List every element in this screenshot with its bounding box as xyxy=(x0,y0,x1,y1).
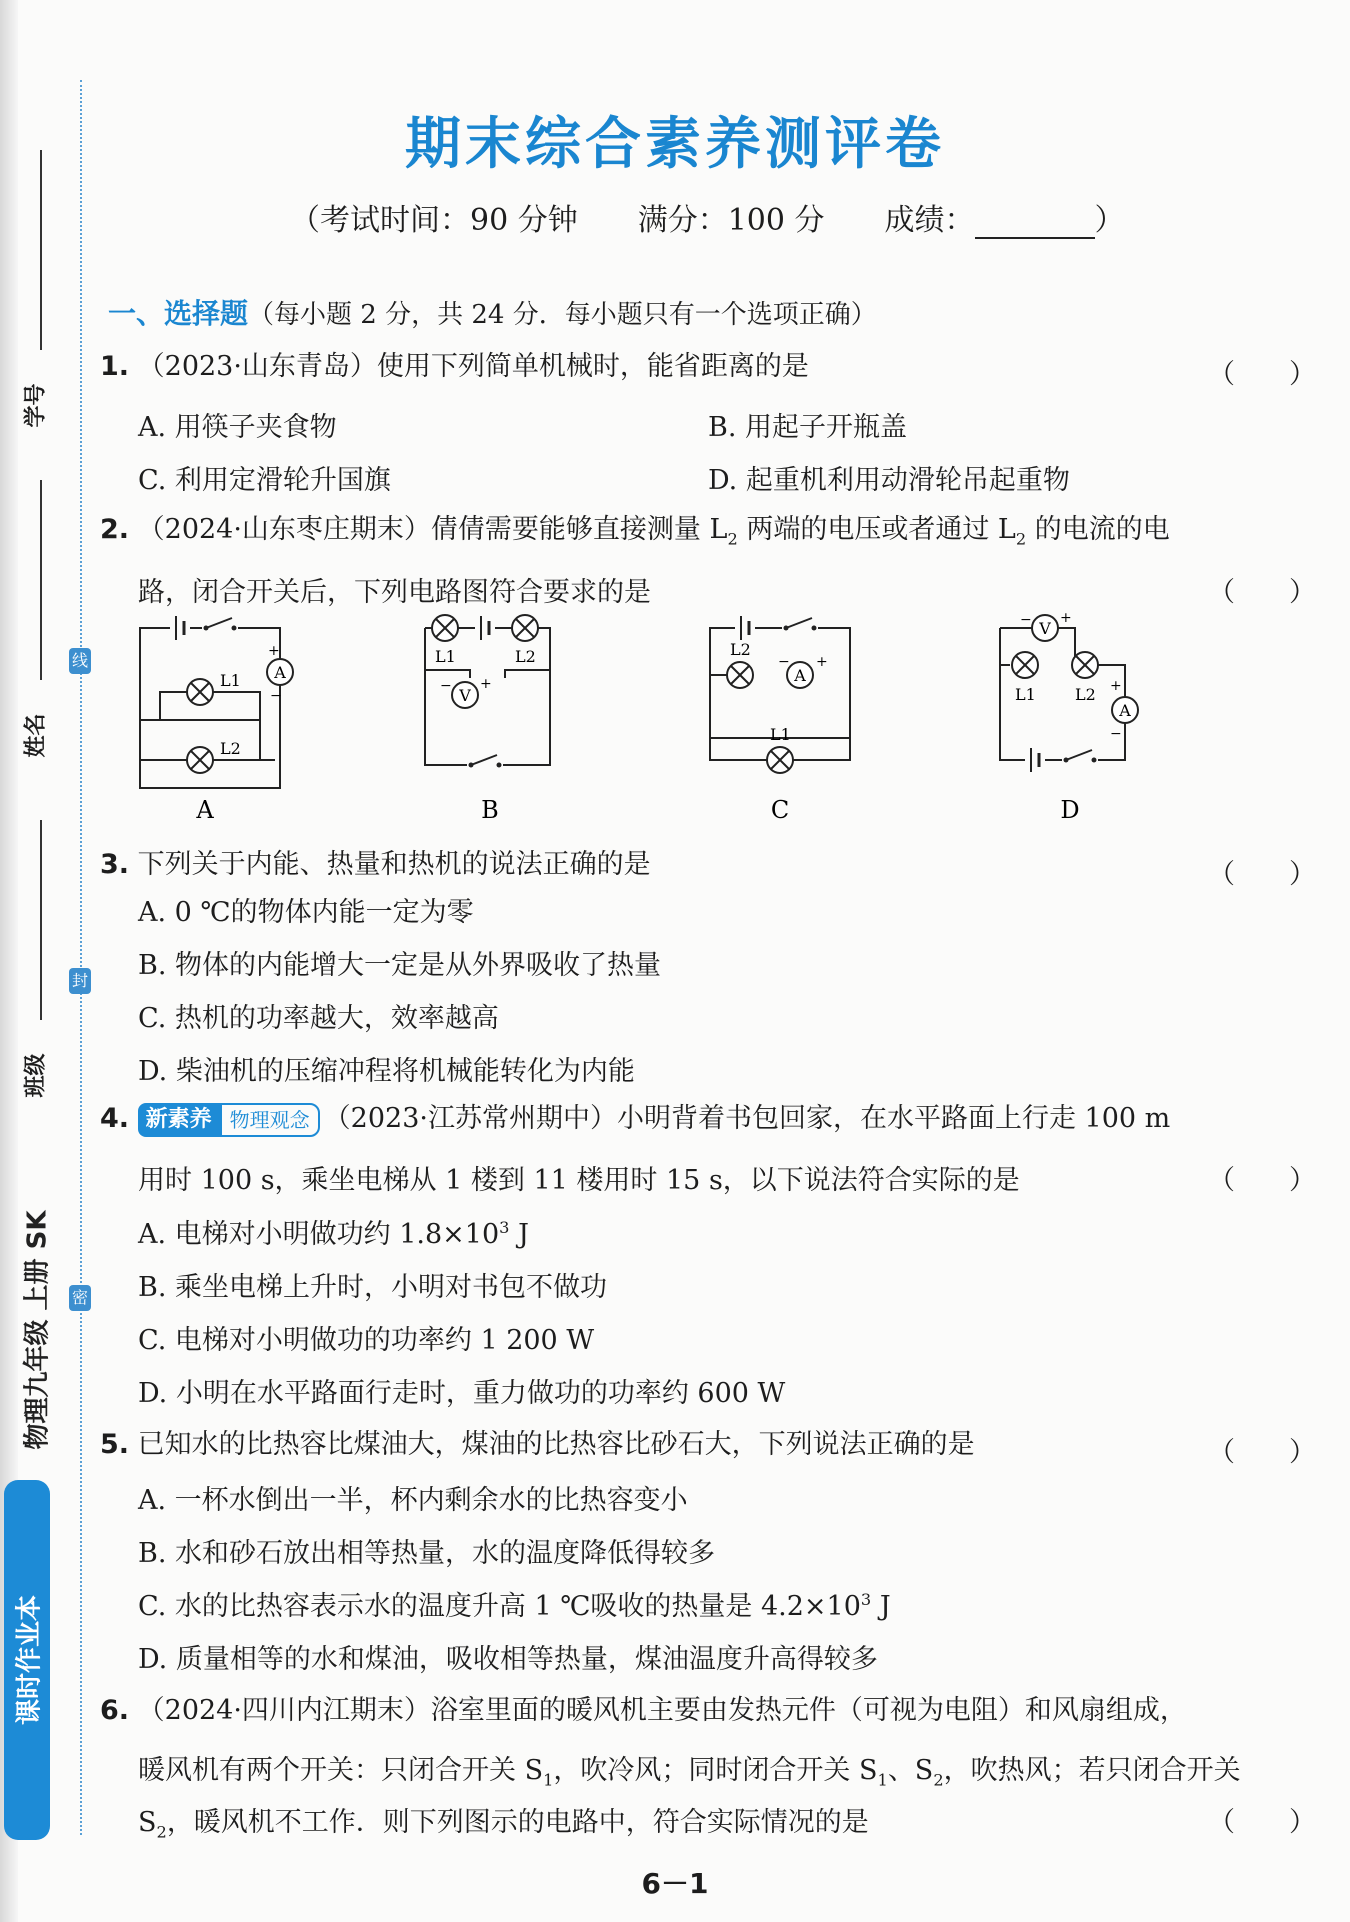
q2-circuit-diagrams xyxy=(120,610,1180,825)
q5-option-a: A. 一杯水倒出一半，杯内剩余水的比热容变小 xyxy=(138,1485,688,1516)
circuit-a-lamp-1 xyxy=(187,679,213,705)
q2-answer-blank[interactable]: （ ） xyxy=(1208,577,1316,608)
circuit-c-l1: L1 xyxy=(770,725,791,744)
circuit-b-l2: L2 xyxy=(515,647,536,666)
class-label: 班级 xyxy=(23,1053,49,1098)
bind-mark-close: 密 xyxy=(69,1285,91,1311)
circuit-d-lamp-2 xyxy=(1072,652,1098,678)
circuit-c-lamp-1 xyxy=(767,747,793,773)
q3-number: 3. xyxy=(100,849,130,880)
circuit-b-lamp-2 xyxy=(512,615,538,641)
svg-text:−: − xyxy=(270,688,282,704)
q6-s2b: 2 xyxy=(156,1822,167,1842)
book-info xyxy=(0,1180,70,1480)
q6-t2c: 、S xyxy=(887,1755,934,1786)
exam-time: （考试时间：90 分钟 xyxy=(290,203,578,238)
binding-dotted-line xyxy=(80,80,82,1835)
section-heading xyxy=(108,292,877,332)
q2-sub-a: 2 xyxy=(727,529,738,549)
full-score: 满分：100 分 xyxy=(637,203,825,238)
question-4 xyxy=(100,1092,1170,1146)
q4-option-c: C. 电梯对小明做功的功率约 1 200 W xyxy=(138,1325,595,1356)
q5-option-b: B. 水和砂石放出相等热量，水的温度降低得较多 xyxy=(138,1538,716,1569)
new-literacy-tag: 新素养 xyxy=(138,1103,220,1137)
q6-answer-blank[interactable]: （ ） xyxy=(1208,1807,1316,1838)
question-3 xyxy=(100,838,651,892)
q6-text-1: （2024·四川内江期末）浴室里面的暖风机主要由发热元件（可视为电阻）和风扇组成， xyxy=(137,1695,1187,1726)
circuit-b-lamp-1 xyxy=(432,615,458,641)
q4-a-text: A. 电梯对小明做功约 1.8×10 xyxy=(138,1219,500,1250)
q4-number: 4. xyxy=(100,1103,130,1134)
circuit-c-lamp-2 xyxy=(727,662,753,688)
circuit-d-l2: L2 xyxy=(1075,685,1096,704)
q2-number: 2. xyxy=(100,514,130,545)
q2-line2: 路，闭合开关后，下列电路图符合要求的是 xyxy=(138,577,651,608)
q6-t3b: ，暖风机不工作．则下列图示的电路中，符合实际情况的是 xyxy=(166,1807,869,1838)
circuit-a-l2: L2 xyxy=(220,739,241,758)
q6-t2d: ，吹热风；若只闭合开关 xyxy=(943,1755,1241,1786)
q1-option-c: C. 利用定滑轮升国旗 xyxy=(138,465,391,496)
q2-sub-b: 2 xyxy=(1015,529,1027,549)
q3-option-c: C. 热机的功率越大，效率越高 xyxy=(138,1003,499,1034)
circuit-a-caption: A xyxy=(196,796,214,824)
circuit-c-caption: C xyxy=(770,796,790,824)
book-info-text: 物理九年级 上册 SK xyxy=(22,1210,53,1450)
q5-c-text: C. 水的比热容表示水的温度升高 1 ℃吸收的热量是 4.2×10 xyxy=(138,1591,861,1622)
student-no-label: 学号 xyxy=(23,383,49,428)
q3-option-d: D. 柴油机的压缩冲程将机械能转化为内能 xyxy=(138,1056,635,1087)
q5-option-d: D. 质量相等的水和煤油，吸收相等热量，煤油温度升高得较多 xyxy=(138,1644,878,1675)
svg-text:+: + xyxy=(268,643,280,659)
question-2 xyxy=(100,503,1170,566)
q5-answer-blank[interactable]: （ ） xyxy=(1208,1437,1316,1468)
circuit-d-ammeter-label: A xyxy=(1119,701,1131,720)
svg-text:+: + xyxy=(1110,678,1122,694)
svg-text:+: + xyxy=(1060,610,1072,626)
page-number: 6－1 xyxy=(641,1867,709,1900)
q6-t2a: 暖风机有两个开关：只闭合开关 S xyxy=(138,1755,544,1786)
svg-text:−: − xyxy=(440,678,452,694)
q4-option-d: D. 小明在水平路面行走时，重力做功的功率约 600 W xyxy=(138,1378,786,1409)
circuit-d-l1: L1 xyxy=(1015,685,1036,704)
physics-concept-tag: 物理观念 xyxy=(220,1103,320,1137)
q5-c-unit: J xyxy=(871,1591,891,1622)
q4-text-1: （2023·江苏常州期中）小明背着书包回家，在水平路面上行走 100 m xyxy=(323,1103,1171,1134)
q6-s2a: 2 xyxy=(933,1770,944,1790)
name-label: 姓名 xyxy=(23,713,49,758)
brand-text: 课时作业本 xyxy=(14,1594,45,1726)
q2-text-c: 的电流的电 xyxy=(1026,514,1170,545)
circuit-c-ammeter-label: A xyxy=(794,666,806,685)
q3-option-a: A. 0 ℃的物体内能一定为零 xyxy=(138,897,474,928)
circuit-a-lamp-2 xyxy=(187,747,213,773)
q4-a-unit: J xyxy=(509,1219,529,1250)
section-note: （每小题 2 分，共 24 分．每小题只有一个选项正确） xyxy=(248,300,877,330)
q6-text-2 xyxy=(138,1748,1241,1789)
circuit-a-ammeter-label: A xyxy=(274,663,286,682)
q1-option-d: D. 起重机利用动滑轮吊起重物 xyxy=(708,465,1070,496)
bind-mark-line: 线 xyxy=(69,648,91,674)
circuit-b-l1: L1 xyxy=(435,647,456,666)
q4-answer-blank[interactable]: （ ） xyxy=(1208,1165,1316,1196)
q1-text: （2023·山东青岛）使用下列简单机械时，能省距离的是 xyxy=(137,351,809,382)
q6-number: 6. xyxy=(100,1695,130,1726)
q5-number: 5. xyxy=(100,1429,130,1460)
q2-text-b: 两端的电压或者通过 L xyxy=(737,514,1016,545)
q1-option-b: B. 用起子开瓶盖 xyxy=(708,412,908,443)
q6-t3a: S xyxy=(138,1807,157,1838)
q1-option-a: A. 用筷子夹食物 xyxy=(138,412,337,443)
q1-answer-blank[interactable]: （ ） xyxy=(1208,359,1316,390)
svg-text:+: + xyxy=(480,676,492,692)
q4-option-b: B. 乘坐电梯上升时，小明对书包不做功 xyxy=(138,1272,608,1303)
name-line xyxy=(40,480,42,680)
section-title: 一、选择题 xyxy=(108,297,249,330)
question-6 xyxy=(100,1684,1187,1738)
q3-answer-blank[interactable]: （ ） xyxy=(1208,859,1316,890)
circuit-d-caption: D xyxy=(1060,796,1080,824)
q6-s1b: 1 xyxy=(877,1770,888,1790)
circuit-c-l2: L2 xyxy=(730,640,751,659)
q5-option-c xyxy=(138,1584,891,1623)
exam-info xyxy=(290,195,1125,239)
q4-option-a xyxy=(138,1212,529,1251)
question-5 xyxy=(100,1418,975,1472)
q6-s1a: 1 xyxy=(543,1770,554,1790)
q4-a-exp: 3 xyxy=(499,1218,510,1237)
q5-text: 已知水的比热容比煤油大，煤油的比热容比砂石大，下列说法正确的是 xyxy=(137,1429,975,1460)
q1-number: 1. xyxy=(100,351,130,382)
circuit-a-l1: L1 xyxy=(220,671,241,690)
circuit-d-voltmeter-label: V xyxy=(1039,619,1051,638)
circuit-b-caption: B xyxy=(481,796,499,824)
q6-text-3 xyxy=(138,1800,869,1841)
circuit-b-voltmeter-label: V xyxy=(459,686,471,705)
student-no-line xyxy=(40,150,42,350)
q2-text-a: （2024·山东枣庄期末）倩倩需要能够直接测量 L xyxy=(137,514,728,545)
brand-banner xyxy=(4,1480,50,1840)
svg-text:−: − xyxy=(1110,726,1122,742)
close-paren: ） xyxy=(1094,203,1125,238)
q3-option-b: B. 物体的内能增大一定是从外界吸收了热量 xyxy=(138,950,662,981)
circuit-d-lamp-1 xyxy=(1012,652,1038,678)
page-title: 期末综合素养测评卷 xyxy=(405,112,945,177)
q3-text: 下列关于内能、热量和热机的说法正确的是 xyxy=(137,849,651,880)
score-blank[interactable] xyxy=(975,207,1095,239)
score-label: 成绩： xyxy=(884,203,975,238)
q4-text-2: 用时 100 s，乘坐电梯从 1 楼到 11 楼用时 15 s，以下说法符合实际的是 xyxy=(138,1165,1020,1196)
svg-text:+: + xyxy=(816,654,828,670)
svg-text:−: − xyxy=(1020,612,1032,628)
class-line xyxy=(40,820,42,1020)
svg-text:−: − xyxy=(778,654,790,670)
q6-t2b: ，吹冷风；同时闭合开关 S xyxy=(553,1755,878,1786)
q5-c-exp: 3 xyxy=(860,1590,872,1609)
bind-mark-seal: 封 xyxy=(69,968,91,994)
question-1 xyxy=(100,340,809,394)
